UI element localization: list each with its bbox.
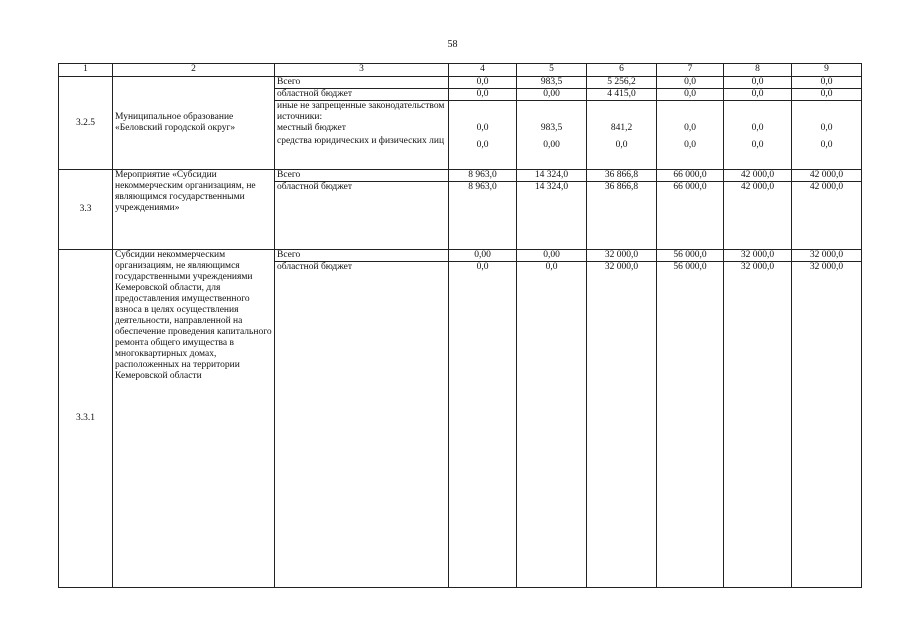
- value-cell: 0,0: [517, 262, 587, 588]
- header-cell: 6: [587, 64, 657, 77]
- value-cell: 32 000,0: [792, 262, 862, 588]
- row-code: 3.3.1: [59, 250, 113, 588]
- header-cell: 2: [113, 64, 275, 77]
- value-cell: 0,0: [449, 77, 517, 89]
- value-cell: 14 324,0: [517, 170, 587, 182]
- source-label: местный бюджет: [277, 123, 346, 133]
- row-code: 3.2.5: [59, 77, 113, 170]
- value-cell: 0,0: [449, 262, 517, 588]
- value-cell: 0,0: [449, 89, 517, 101]
- value-cell: 983,5: [517, 77, 587, 89]
- value: 0,00: [543, 140, 560, 150]
- value-cell: 36 866,8: [587, 182, 657, 250]
- row-name: Муниципальное образование «Беловский городской округ»: [113, 77, 275, 170]
- row-name: Мероприятие «Субсидии некоммерческим организациям, не являющимся государственными учреждениями»: [113, 170, 275, 250]
- value-cell: 36 866,8: [587, 170, 657, 182]
- value: 983,5: [540, 123, 563, 133]
- budget-table: [58, 63, 862, 588]
- value-cell: 0,00: [449, 250, 517, 262]
- value-cell: 42 000,0: [724, 182, 792, 250]
- value: 0,0: [476, 123, 489, 133]
- source-label: Всего: [275, 77, 449, 89]
- row-code: 3.3: [59, 170, 113, 250]
- value-cell: 66 000,0: [657, 170, 724, 182]
- value-cell: 42 000,0: [724, 170, 792, 182]
- source-label: Всего: [275, 250, 449, 262]
- header-cell: 9: [792, 64, 862, 77]
- value: 0,0: [751, 140, 764, 150]
- source-label-group: [275, 101, 449, 170]
- header-cell: 7: [657, 64, 724, 77]
- value-cell: [657, 101, 724, 170]
- header-row: [59, 64, 862, 77]
- value-cell: 32 000,0: [792, 250, 862, 262]
- value-cell: 32 000,0: [587, 250, 657, 262]
- header-cell: 4: [449, 64, 517, 77]
- row-name: Субсидии некоммерческим организациям, не являющимся государственными учреждениями Кемеровской области, для предоставления имущественного взноса в целях осуществления деятельности, направленной на обеспечение проведения капитального ремонта общего имущества в многоквартирных домах, расположенных на территории Кемеровской области: [113, 250, 275, 588]
- value: 0,0: [684, 123, 696, 133]
- value-cell: 0,00: [517, 89, 587, 101]
- value-cell: 4 415,0: [587, 89, 657, 101]
- value-cell: 0,0: [724, 77, 792, 89]
- value: 0,0: [615, 140, 628, 150]
- value: 0,0: [684, 140, 696, 150]
- value: 0,0: [476, 140, 489, 150]
- value-cell: 8 963,0: [449, 182, 517, 250]
- header-cell: 5: [517, 64, 587, 77]
- value-cell: 66 000,0: [657, 182, 724, 250]
- value-cell: 0,0: [792, 89, 862, 101]
- value-cell: 5 256,2: [587, 77, 657, 89]
- header-cell: 1: [59, 64, 113, 77]
- table-row: [59, 170, 862, 182]
- value-cell: 32 000,0: [724, 262, 792, 588]
- header-cell: 3: [275, 64, 449, 77]
- value-cell: 14 324,0: [517, 182, 587, 250]
- source-label: Всего: [275, 170, 449, 182]
- source-label: областной бюджет: [275, 89, 449, 101]
- value-cell: [449, 101, 517, 170]
- value-cell: 0,0: [657, 89, 724, 101]
- value-cell: 42 000,0: [792, 170, 862, 182]
- value-cell: 8 963,0: [449, 170, 517, 182]
- value: 841,2: [610, 123, 633, 133]
- value-cell: 0,00: [517, 250, 587, 262]
- other-sources-heading: иные не запрещенные законодательством источники:: [277, 101, 445, 122]
- page-number: 58: [447, 39, 458, 50]
- value-cell: 56 000,0: [657, 250, 724, 262]
- value-cell: 32 000,0: [724, 250, 792, 262]
- source-label: областной бюджет: [275, 262, 449, 588]
- table-row: [59, 77, 862, 89]
- source-label: областной бюджет: [275, 182, 449, 250]
- value-cell: 32 000,0: [587, 262, 657, 588]
- value-cell: [587, 101, 657, 170]
- header-cell: 8: [724, 64, 792, 77]
- value: 0,0: [751, 123, 764, 133]
- source-label: средства юридических и физических лиц: [277, 136, 445, 146]
- value-cell: 0,0: [724, 89, 792, 101]
- value-cell: [792, 101, 862, 170]
- value-cell: 0,0: [657, 77, 724, 89]
- value: 0,0: [820, 123, 833, 133]
- value-cell: 56 000,0: [657, 262, 724, 588]
- value: 0,0: [820, 140, 833, 150]
- value-cell: 0,0: [792, 77, 862, 89]
- value-cell: [724, 101, 792, 170]
- value-cell: 42 000,0: [792, 182, 862, 250]
- value-cell: [517, 101, 587, 170]
- table-row: [59, 250, 862, 262]
